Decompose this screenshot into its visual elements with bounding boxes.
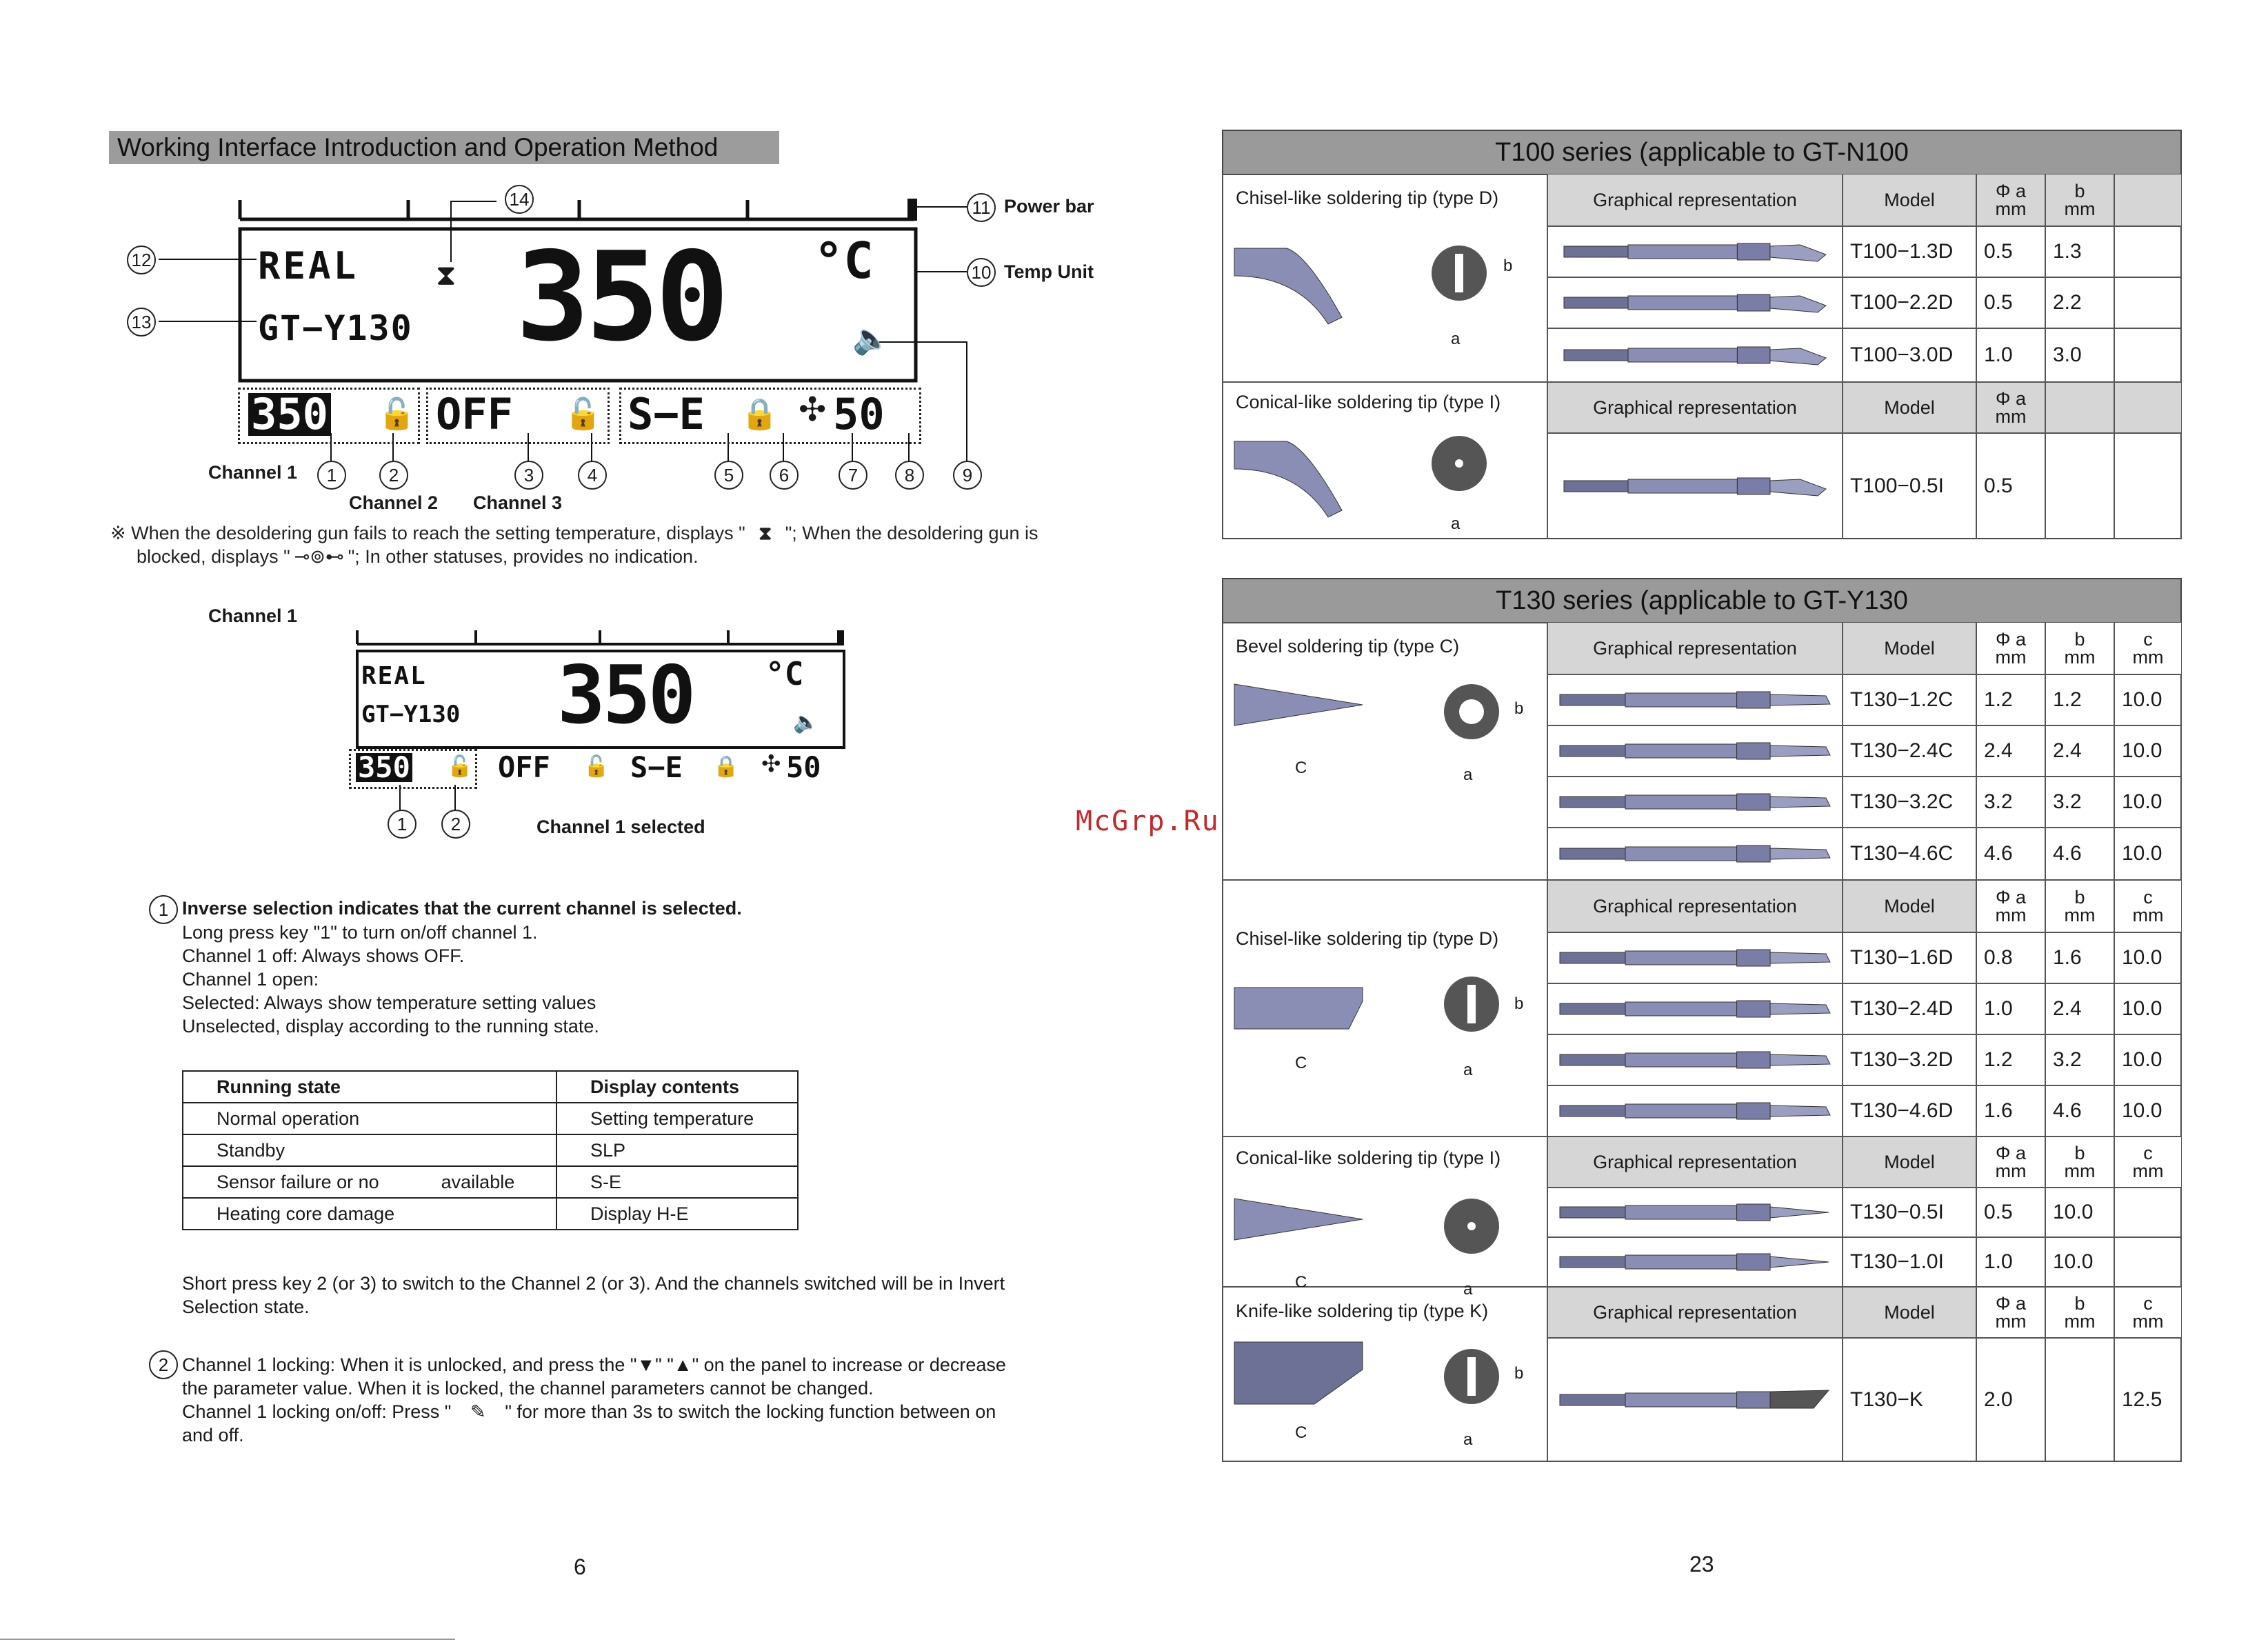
watermark: McGrp.Ru bbox=[1076, 805, 1220, 837]
table-cell: Setting temperature bbox=[556, 1103, 798, 1134]
hdr-graphical: Graphical representation bbox=[1547, 880, 1843, 932]
hdr-c: c mm bbox=[2114, 880, 2182, 932]
tip-illustration bbox=[1556, 1192, 1834, 1233]
model-cell: T130−2.4C bbox=[1843, 725, 1976, 777]
unlock-icon: 🔓 bbox=[378, 397, 416, 431]
section-heading bbox=[109, 131, 779, 164]
callout-8: 8 bbox=[895, 461, 924, 490]
tip-side-view bbox=[1232, 428, 1369, 531]
short-press-line-2: Selection state. bbox=[182, 1296, 310, 1317]
phi-a-cell: 2.0 bbox=[1976, 1338, 2045, 1462]
tip-side-view bbox=[1232, 663, 1369, 767]
note-line-2 bbox=[137, 545, 699, 568]
hdr-model: Model bbox=[1843, 880, 1976, 932]
phi-a-cell: 1.2 bbox=[1976, 1034, 2045, 1085]
dim-label-b: b bbox=[1503, 257, 1513, 275]
table-row bbox=[183, 1166, 798, 1198]
callout-12: 12 bbox=[127, 246, 156, 274]
tip-side-view bbox=[1232, 234, 1369, 338]
section-heading-text: Working Interface Introduction and Operation Method bbox=[117, 133, 719, 161]
empty-cell bbox=[2114, 277, 2182, 328]
b-cell: 3.0 bbox=[2045, 328, 2114, 382]
channel3-label: Channel 3 bbox=[473, 492, 563, 513]
phi-a-cell: 0.5 bbox=[1976, 1188, 2045, 1237]
item2-text-3a: Channel 1 locking on/off: Press " bbox=[182, 1401, 452, 1422]
table-cell: Normal operation bbox=[183, 1103, 556, 1134]
c-cell bbox=[2114, 1188, 2182, 1237]
unlock-icon: 🔓 bbox=[583, 755, 610, 778]
c-cell bbox=[2114, 1237, 2182, 1287]
c-cell: 10.0 bbox=[2114, 1034, 2182, 1085]
fan-icon: ✣ bbox=[799, 392, 827, 428]
dim-label-b: b bbox=[1514, 994, 1524, 1013]
table-cell: Heating core damage bbox=[183, 1198, 556, 1230]
t130-group-label: Conical-like soldering tip (type I) bbox=[1236, 1148, 1501, 1168]
dim-label-a: a bbox=[1463, 765, 1473, 784]
dim-label-c: C bbox=[1295, 759, 1307, 777]
c-cell: 10.0 bbox=[2114, 674, 2182, 725]
blocked-icon: ⊸⊚⊷ bbox=[294, 546, 344, 567]
model-cell: T130−3.2D bbox=[1843, 1034, 1976, 1085]
t130-group-label: Bevel soldering tip (type C) bbox=[1236, 636, 1460, 657]
hourglass-icon: ⧗ bbox=[759, 523, 772, 543]
tip-illustration bbox=[1556, 988, 1834, 1030]
item1-line: Unselected, display according to the running state. bbox=[182, 1016, 599, 1037]
callout-9: 9 bbox=[953, 461, 982, 490]
hdr-b bbox=[2045, 174, 2114, 226]
hdr-model: Model bbox=[1843, 174, 1976, 226]
hdr-graphical: Graphical representation bbox=[1547, 1287, 1843, 1338]
hdr-model: Model bbox=[1843, 382, 1976, 433]
tip-illustration bbox=[1560, 455, 1833, 517]
hdr-phi-a-text: Φ a bbox=[1995, 388, 2027, 409]
callout-6: 6 bbox=[770, 461, 799, 490]
fig2-selected-label: Channel 1 selected bbox=[536, 817, 705, 837]
note-line-1 bbox=[110, 521, 1038, 545]
short-press-line-1: Short press key 2 (or 3) to switch to the Channel 2 (or 3). And the channels switched will be in Invert bbox=[182, 1273, 1005, 1294]
hdr-mm: mm bbox=[1995, 406, 2027, 427]
callout-7: 7 bbox=[839, 461, 867, 490]
table-row bbox=[183, 1103, 798, 1134]
model-cell: T130−2.4D bbox=[1843, 983, 1976, 1034]
unlock-icon: 🔓 bbox=[447, 755, 473, 778]
phi-a-cell: 0.5 bbox=[1976, 277, 2045, 328]
hdr-phi-a: Φ a mm bbox=[1976, 1137, 2045, 1188]
table-header: Display contents bbox=[556, 1071, 798, 1103]
empty-cell bbox=[2114, 226, 2182, 277]
empty-cell bbox=[2114, 433, 2182, 539]
b-cell: 1.3 bbox=[2045, 226, 2114, 277]
model-cell: T100−2.2D bbox=[1843, 277, 1976, 328]
lcd-real-label: REAL bbox=[258, 244, 359, 288]
hdr-c: c mm bbox=[2114, 1287, 2182, 1338]
hdr-empty bbox=[2114, 382, 2182, 433]
hdr-b: b mm bbox=[2045, 622, 2114, 674]
phi-a-cell: 0.8 bbox=[1976, 932, 2045, 983]
phi-a-cell: 1.0 bbox=[1976, 328, 2045, 382]
tip-end-view bbox=[1437, 677, 1506, 746]
item1-line: Selected: Always show temperature setting values bbox=[182, 992, 596, 1013]
model-cell: T130−1.6D bbox=[1843, 932, 1976, 983]
phi-a-cell: 1.2 bbox=[1976, 674, 2045, 725]
callout-13: 13 bbox=[127, 308, 156, 337]
hdr-graphical: Graphical representation bbox=[1547, 1137, 1843, 1188]
item1-number: 1 bbox=[149, 895, 178, 924]
lcd-small-model: GT−Y130 bbox=[361, 701, 461, 728]
callout-4: 4 bbox=[578, 461, 607, 490]
empty-cell bbox=[2114, 328, 2182, 382]
lcd-channel1-value: 350 bbox=[248, 393, 331, 436]
tip-side-view bbox=[1232, 1178, 1369, 1281]
b-cell: 1.2 bbox=[2045, 674, 2114, 725]
tip-illustration bbox=[1556, 1039, 1834, 1081]
hdr-phi-a bbox=[1976, 174, 2045, 226]
hdr-b-text: b bbox=[2074, 181, 2085, 201]
t130-group-label: Knife-like soldering tip (type K) bbox=[1236, 1301, 1489, 1321]
hdr-phi-a bbox=[1976, 382, 2045, 433]
dim-label-a: a bbox=[1463, 1430, 1473, 1449]
callout-1: 1 bbox=[317, 461, 346, 490]
lcd-channel3-fan: 50 bbox=[833, 389, 885, 439]
table-header: Running state bbox=[183, 1071, 556, 1103]
table-cell: Standby bbox=[183, 1134, 556, 1166]
item1-line: Long press key "1" to turn on/off channel 1. bbox=[182, 922, 538, 943]
tip-illustration bbox=[1556, 937, 1834, 979]
tip-side-view bbox=[1232, 1328, 1369, 1432]
item2-line-1: Channel 1 locking: When it is unlocked, and press the "▼" "▲" on the panel to increase or decrease bbox=[182, 1354, 1006, 1375]
phi-a-cell: 2.4 bbox=[1976, 725, 2045, 777]
phi-a-cell: 3.2 bbox=[1976, 777, 2045, 828]
b-cell: 10.0 bbox=[2045, 1237, 2114, 1287]
temp-unit-label: Temp Unit bbox=[1004, 261, 1094, 282]
table-header-row bbox=[183, 1071, 798, 1103]
dim-label-c: C bbox=[1295, 1054, 1307, 1072]
lock-icon: 🔒 bbox=[741, 397, 779, 431]
hdr-phi-a: Φ a mm bbox=[1976, 880, 2045, 932]
c-cell: 10.0 bbox=[2114, 777, 2182, 828]
running-state-table bbox=[182, 1070, 799, 1230]
b-cell: 1.6 bbox=[2045, 932, 2114, 983]
note-text-2a: blocked, displays " bbox=[137, 546, 290, 567]
model-cell: T100−1.3D bbox=[1843, 226, 1976, 277]
hdr-model: Model bbox=[1843, 622, 1976, 674]
dim-label-a: a bbox=[1463, 1061, 1473, 1079]
phi-a-cell: 4.6 bbox=[1976, 828, 2045, 880]
page-number-right: 23 bbox=[1689, 1552, 1714, 1576]
hdr-c: c mm bbox=[2114, 622, 2182, 674]
dim-label-b: b bbox=[1514, 1364, 1524, 1383]
callout-2: 2 bbox=[441, 810, 470, 839]
item1-line: Channel 1 off: Always shows OFF. bbox=[182, 945, 465, 966]
hdr-b: b mm bbox=[2045, 880, 2114, 932]
callout-2: 2 bbox=[379, 461, 408, 490]
lcd-temperature: 350 bbox=[516, 226, 725, 368]
lcd-small-ch3-fan: 50 bbox=[786, 750, 821, 784]
lcd-small-temp: 350 bbox=[557, 649, 694, 742]
callout-14: 14 bbox=[505, 185, 534, 214]
hdr-phi-a: Φ a mm bbox=[1976, 622, 2045, 674]
b-cell: 2.2 bbox=[2045, 277, 2114, 328]
b-cell bbox=[2045, 433, 2114, 539]
dim-label-a: a bbox=[1451, 514, 1461, 533]
hdr-mm: mm bbox=[1995, 199, 2027, 219]
table-cell: SLP bbox=[556, 1134, 798, 1166]
channel1-label: Channel 1 bbox=[208, 462, 298, 483]
phi-a-cell: 1.0 bbox=[1976, 983, 2045, 1034]
tip-end-view bbox=[1437, 1342, 1506, 1411]
lcd-model-label: GT−Y130 bbox=[258, 308, 413, 348]
buzzer-icon: 🔈 bbox=[793, 711, 819, 734]
c-cell: 10.0 bbox=[2114, 725, 2182, 777]
tip-illustration bbox=[1556, 730, 1834, 772]
callout-11: 11 bbox=[967, 193, 996, 222]
b-cell: 2.4 bbox=[2045, 725, 2114, 777]
callout-1: 1 bbox=[388, 810, 417, 839]
lcd-channel3-status: S−E bbox=[628, 389, 705, 439]
lcd-small-unit: °C bbox=[765, 655, 804, 692]
dim-label-a: a bbox=[1463, 1280, 1473, 1299]
table-cell: Sensor failure or no available bbox=[183, 1166, 556, 1198]
b-cell: 4.6 bbox=[2045, 1085, 2114, 1137]
item2-line-4: and off. bbox=[182, 1425, 244, 1445]
hdr-mm: mm bbox=[2064, 199, 2096, 219]
table-row bbox=[183, 1198, 798, 1230]
lcd-small-ch3-status: S−E bbox=[630, 750, 683, 784]
table-row bbox=[183, 1134, 798, 1166]
hdr-phi-a-text: Φ a bbox=[1995, 181, 2027, 201]
fan-icon: ✣ bbox=[761, 751, 781, 777]
channel2-label: Channel 2 bbox=[349, 492, 439, 513]
hdr-b: b mm bbox=[2045, 1287, 2114, 1338]
lcd-small-real: REAL bbox=[361, 662, 427, 690]
tip-illustration bbox=[1556, 1241, 1834, 1283]
model-cell: T130−3.2C bbox=[1843, 777, 1976, 828]
t100-title: T100 series (applicable to GT-N100 bbox=[1222, 130, 2182, 175]
hdr-empty bbox=[2114, 174, 2182, 226]
tip-end-view bbox=[1437, 970, 1506, 1039]
unlock-icon: 🔓 bbox=[564, 397, 602, 431]
hourglass-icon: ⧗ bbox=[436, 259, 456, 291]
hdr-graphical: Graphical representation bbox=[1547, 622, 1843, 674]
tip-illustration bbox=[1556, 1090, 1834, 1132]
lock-icon: 🔒 bbox=[713, 755, 739, 778]
fig2-channel1-label: Channel 1 bbox=[208, 605, 298, 626]
item1-title: Inverse selection indicates that the current channel is selected. bbox=[182, 898, 742, 919]
dim-label-c: C bbox=[1295, 1423, 1307, 1442]
tip-illustration bbox=[1560, 232, 1833, 272]
callout-3: 3 bbox=[514, 461, 543, 490]
note-text-1a: ※ When the desoldering gun fails to reach the setting temperature, displays " bbox=[110, 523, 745, 543]
note-text-1b: "; When the desoldering gun is bbox=[785, 523, 1038, 543]
hdr-b: b mm bbox=[2045, 1137, 2114, 1188]
note-text-2b: "; In other statuses, provides no indication. bbox=[348, 546, 699, 567]
b-cell bbox=[2045, 1338, 2114, 1462]
c-cell: 12.5 bbox=[2114, 1338, 2182, 1462]
item2-text-3b: " for more than 3s to switch the locking function between on bbox=[505, 1401, 996, 1422]
hdr-graphical: Graphical representation bbox=[1547, 174, 1843, 226]
model-cell: T100−3.0D bbox=[1843, 328, 1976, 382]
table-cell: Display H-E bbox=[556, 1198, 798, 1230]
model-cell: T130−4.6C bbox=[1843, 828, 1976, 880]
tip-end-view bbox=[1437, 1192, 1506, 1261]
dim-label-b: b bbox=[1514, 699, 1524, 718]
item2-line-3 bbox=[182, 1400, 996, 1423]
buzzer-icon: 🔈 bbox=[852, 322, 890, 356]
power-bar-label: Power bar bbox=[1004, 196, 1094, 217]
t100-group-d-label: Chisel-like soldering tip (type D) bbox=[1236, 188, 1499, 208]
model-cell: T130−1.0I bbox=[1843, 1237, 1976, 1287]
t130-group-label: Chisel-like soldering tip (type D) bbox=[1236, 928, 1499, 949]
tip-illustration bbox=[1556, 832, 1834, 876]
hdr-c: c mm bbox=[2114, 1137, 2182, 1188]
dim-label-a: a bbox=[1451, 330, 1461, 348]
t130-title: T130 series (applicable to GT-Y130 bbox=[1222, 578, 2182, 623]
footer-rule bbox=[0, 1639, 455, 1640]
t100-group-i-label: Conical-like soldering tip (type I) bbox=[1236, 392, 1501, 412]
b-cell: 3.2 bbox=[2045, 1034, 2114, 1085]
phi-a-cell: 1.0 bbox=[1976, 1237, 2045, 1287]
model-cell: T130−1.2C bbox=[1843, 674, 1976, 725]
callout-10: 10 bbox=[967, 258, 996, 287]
hdr-empty bbox=[2045, 382, 2114, 433]
hdr-phi-a: Φ a mm bbox=[1976, 1287, 2045, 1338]
page-number-left: 6 bbox=[574, 1554, 586, 1579]
tip-end-view bbox=[1425, 239, 1494, 308]
tip-illustration bbox=[1560, 283, 1833, 323]
tip-end-view bbox=[1425, 429, 1494, 498]
item1-line: Channel 1 open: bbox=[182, 969, 319, 990]
model-cell: T100−0.5I bbox=[1843, 433, 1976, 539]
dim-label-c: C bbox=[1295, 1273, 1307, 1292]
model-cell: T130−K bbox=[1843, 1338, 1976, 1462]
c-cell: 10.0 bbox=[2114, 983, 2182, 1034]
model-cell: T130−0.5I bbox=[1843, 1188, 1976, 1237]
pen-icon: ✎ bbox=[470, 1401, 486, 1422]
item2-number: 2 bbox=[149, 1350, 178, 1379]
table-cell: S-E bbox=[556, 1166, 798, 1198]
c-cell: 10.0 bbox=[2114, 828, 2182, 880]
callout-5: 5 bbox=[714, 461, 743, 490]
lcd-channel2-value: OFF bbox=[436, 389, 513, 439]
b-cell: 4.6 bbox=[2045, 828, 2114, 880]
tip-illustration bbox=[1556, 1379, 1834, 1421]
phi-a-cell: 0.5 bbox=[1976, 433, 2045, 539]
phi-a-cell: 1.6 bbox=[1976, 1085, 2045, 1137]
lcd-small-ch2: OFF bbox=[498, 750, 550, 784]
hdr-graphical: Graphical representation bbox=[1547, 382, 1843, 433]
hdr-model: Model bbox=[1843, 1287, 1976, 1338]
tip-illustration bbox=[1556, 781, 1834, 823]
b-cell: 10.0 bbox=[2045, 1188, 2114, 1237]
lcd-small-ch1: 350 bbox=[356, 753, 412, 782]
tip-illustration bbox=[1556, 679, 1834, 721]
lcd-temp-unit: °C bbox=[814, 232, 874, 290]
b-cell: 3.2 bbox=[2045, 777, 2114, 828]
c-cell: 10.0 bbox=[2114, 932, 2182, 983]
c-cell: 10.0 bbox=[2114, 1085, 2182, 1137]
hdr-model: Model bbox=[1843, 1137, 1976, 1188]
b-cell: 2.4 bbox=[2045, 983, 2114, 1034]
model-cell: T130−4.6D bbox=[1843, 1085, 1976, 1137]
item2-line-2: the parameter value. When it is locked, the channel parameters cannot be changed. bbox=[182, 1378, 874, 1399]
phi-a-cell: 0.5 bbox=[1976, 226, 2045, 277]
tip-illustration bbox=[1560, 334, 1833, 377]
